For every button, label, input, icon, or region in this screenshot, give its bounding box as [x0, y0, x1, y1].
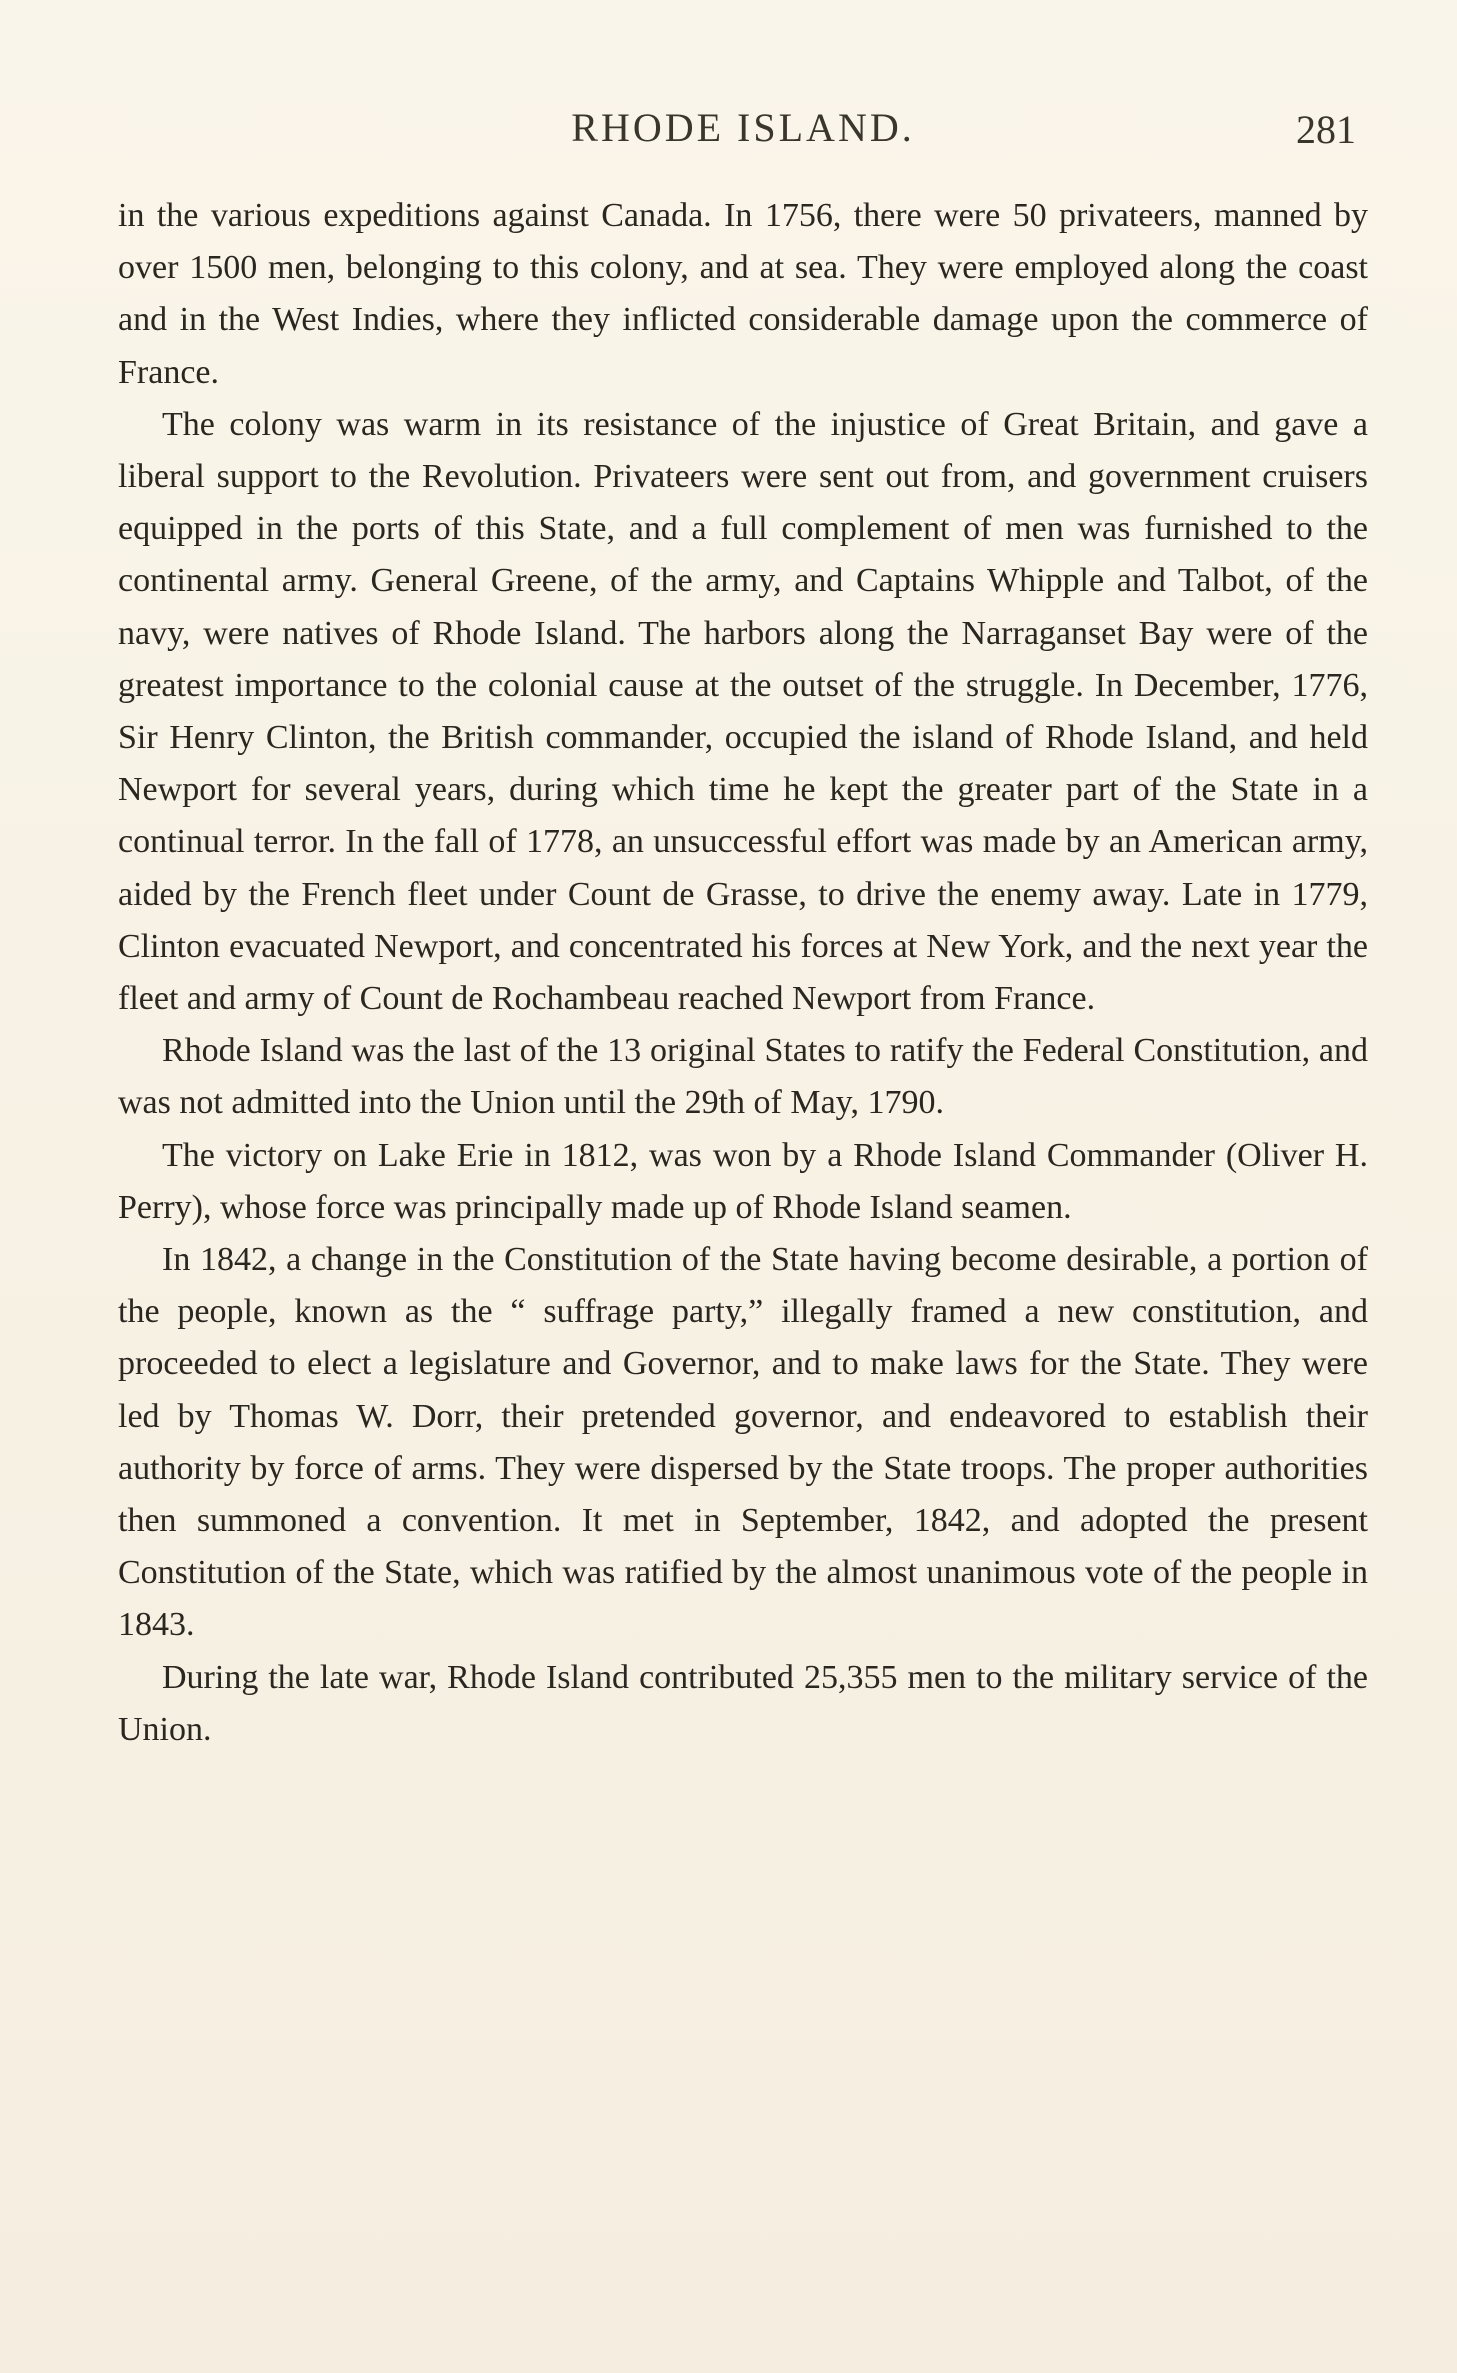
paragraph-late-war: During the late war, Rhode Island contributed 25,355 men to the military service of the Union.: [118, 1658, 1368, 1748]
page-header: [118, 104, 1368, 164]
running-head: RHODE ISLAND.: [571, 105, 915, 150]
body-text: [118, 190, 1368, 1756]
paragraph-constitution-ratification: Rhode Island was the last of the 13 original States to ratify the Federal Constitution, and was not admitted into the Union until the 29th of May, 1790.: [118, 1032, 1368, 1122]
page-number: 281: [1296, 107, 1356, 152]
paragraph-lake-erie: The victory on Lake Erie in 1812, was won by a Rhode Island Commander (Oliver H. Perry), whose force was principally made up of Rhode Island seamen.: [118, 1136, 1368, 1226]
paragraph-dorr-rebellion: In 1842, a change in the Constitution of the State having become desirable, a portion of the people, known as the “ suffrage party,” illegally framed a new constitution, and proceeded to elect a legislature and Governor, and to make laws for the State. They were led by Thomas W. Dorr, their pretended governor, and endeavored to establish their authority by force of arms. They were dispersed by the State troops. The proper authorities then summoned a convention. It met in September, 1842, and adopted the present Constitution of the State, which was ratified by the almost unanimous vote of the people in 1843.: [118, 1241, 1368, 1644]
paragraph-continued: in the various expeditions against Canada. In 1756, there were 50 privateers, manned by over 1500 men, belonging to this colony, and at sea. They were employed along the coast and in the West Indies, where they inflicted considerable damage upon the commerce of France.: [118, 197, 1368, 391]
paragraph-revolution: The colony was warm in its resistance of the injustice of Great Britain, and gave a liberal support to the Revolution. Privateers were sent out from, and government cruisers equipped in the ports of this State, and a full complement of men was furnished to the continental army. General Greene, of the army, and Captains Whipple and Talbot, of the navy, were natives of Rhode Island. The harbors along the Narraganset Bay were of the greatest importance to the colonial cause at the outset of the struggle. In December, 1776, Sir Henry Clinton, the British commander, occupied the island of Rhode Island, and held Newport for several years, during which time he kept the greater part of the State in a continual terror. In the fall of 1778, an unsuccessful effort was made by an American army, aided by the French fleet under Count de Grasse, to drive the enemy away. Late in 1779, Clinton evacuated Newport, and concentrated his forces at New York, and the next year the fleet and army of Count de Rochambeau reached Newport from France.: [118, 405, 1368, 1018]
